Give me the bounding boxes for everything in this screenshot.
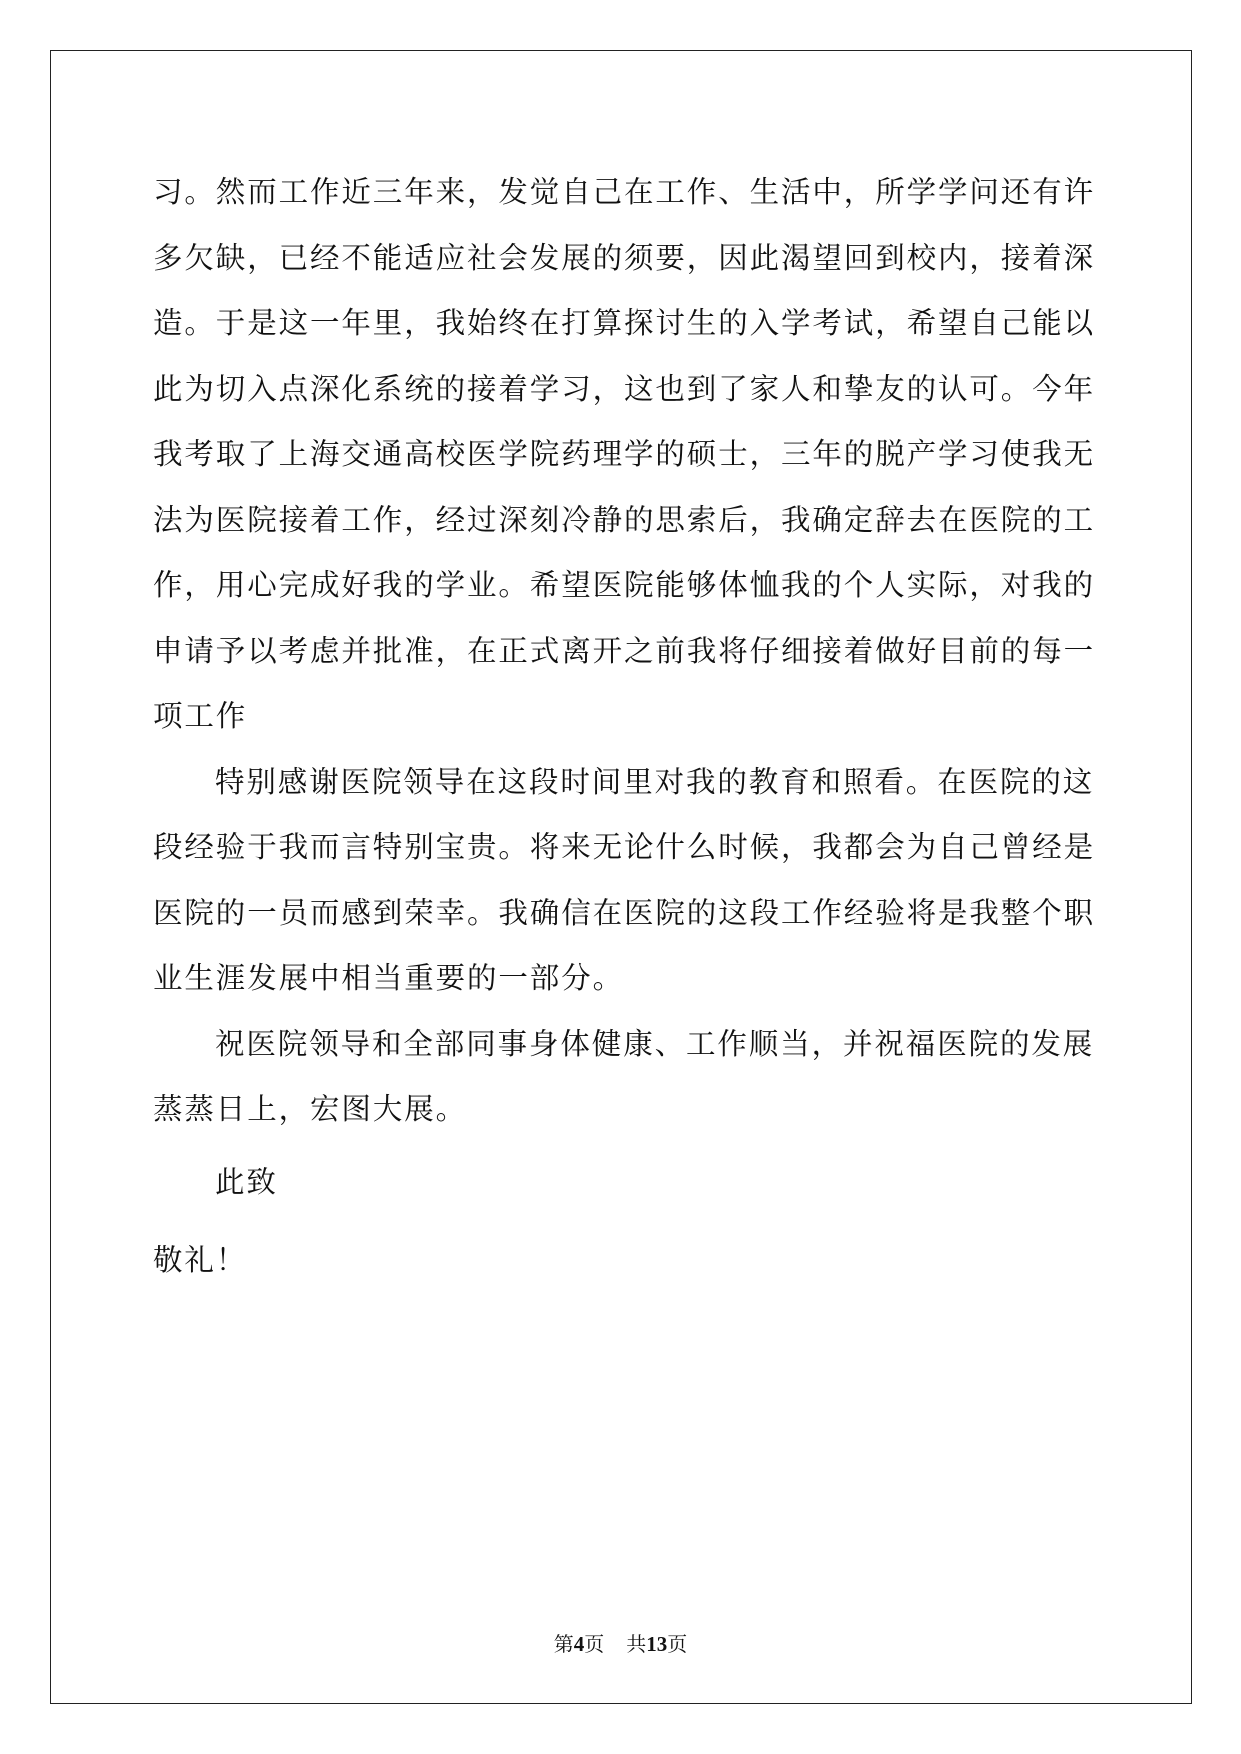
page-number: 4: [573, 1632, 585, 1656]
body-line: 特别感谢医院领导在这段时间里对我的教育和照看。在医院的这: [215, 764, 1095, 799]
body-line: 项工作: [153, 699, 248, 733]
body-line: 我考取了上海交通高校医学院药理学的硕士，三年的脱产学习使我无: [153, 437, 1096, 471]
body-line: 作，用心完成好我的学业。希望医院能够体恤我的个人实际，对我的: [153, 568, 1096, 602]
body-line: 祝医院领导和全部同事身体健康、工作顺当，并祝福医院的发展: [215, 1026, 1095, 1061]
page-footer: [0, 1628, 1241, 1657]
page-prefix: 第: [553, 1632, 574, 1656]
total-suffix: 页: [667, 1632, 688, 1656]
body-line: 法为医院接着工作，经过深刻冷静的思索后，我确定辞去在医院的工: [153, 502, 1096, 537]
body-line: 业生涯发展中相当重要的一部分。: [153, 961, 625, 995]
document-body: [153, 160, 1096, 1299]
total-pages: 13: [646, 1632, 668, 1656]
body-line: 医院的一员而感到荣幸。我确信在医院的这段工作经验将是我整个职: [153, 895, 1096, 930]
body-line: 多欠缺，已经不能适应社会发展的须要，因此渴望回到校内，接着深: [153, 240, 1096, 275]
total-prefix: 共: [626, 1632, 647, 1656]
page-suffix: 页: [584, 1632, 605, 1656]
body-line: 造。于是这一年里，我始终在打算探讨生的入学考试，希望自己能以: [153, 306, 1096, 340]
body-line: 此为切入点深化系统的接着学习，这也到了家人和挚友的认可。今年: [153, 371, 1096, 406]
closing-salutation: 此致: [215, 1164, 278, 1199]
body-line: 习。然而工作近三年来，发觉自己在工作、生活中，所学学问还有许: [153, 175, 1096, 209]
body-line: 蒸蒸日上，宏图大展。: [153, 1092, 468, 1126]
closing-regards: 敬礼！: [153, 1242, 248, 1277]
body-line: 申请予以考虑并批准，在正式离开之前我将仔细接着做好目前的每一: [153, 633, 1096, 668]
body-line: 段经验于我而言特别宝贵。将来无论什么时候，我都会为自己曾经是: [153, 830, 1096, 864]
